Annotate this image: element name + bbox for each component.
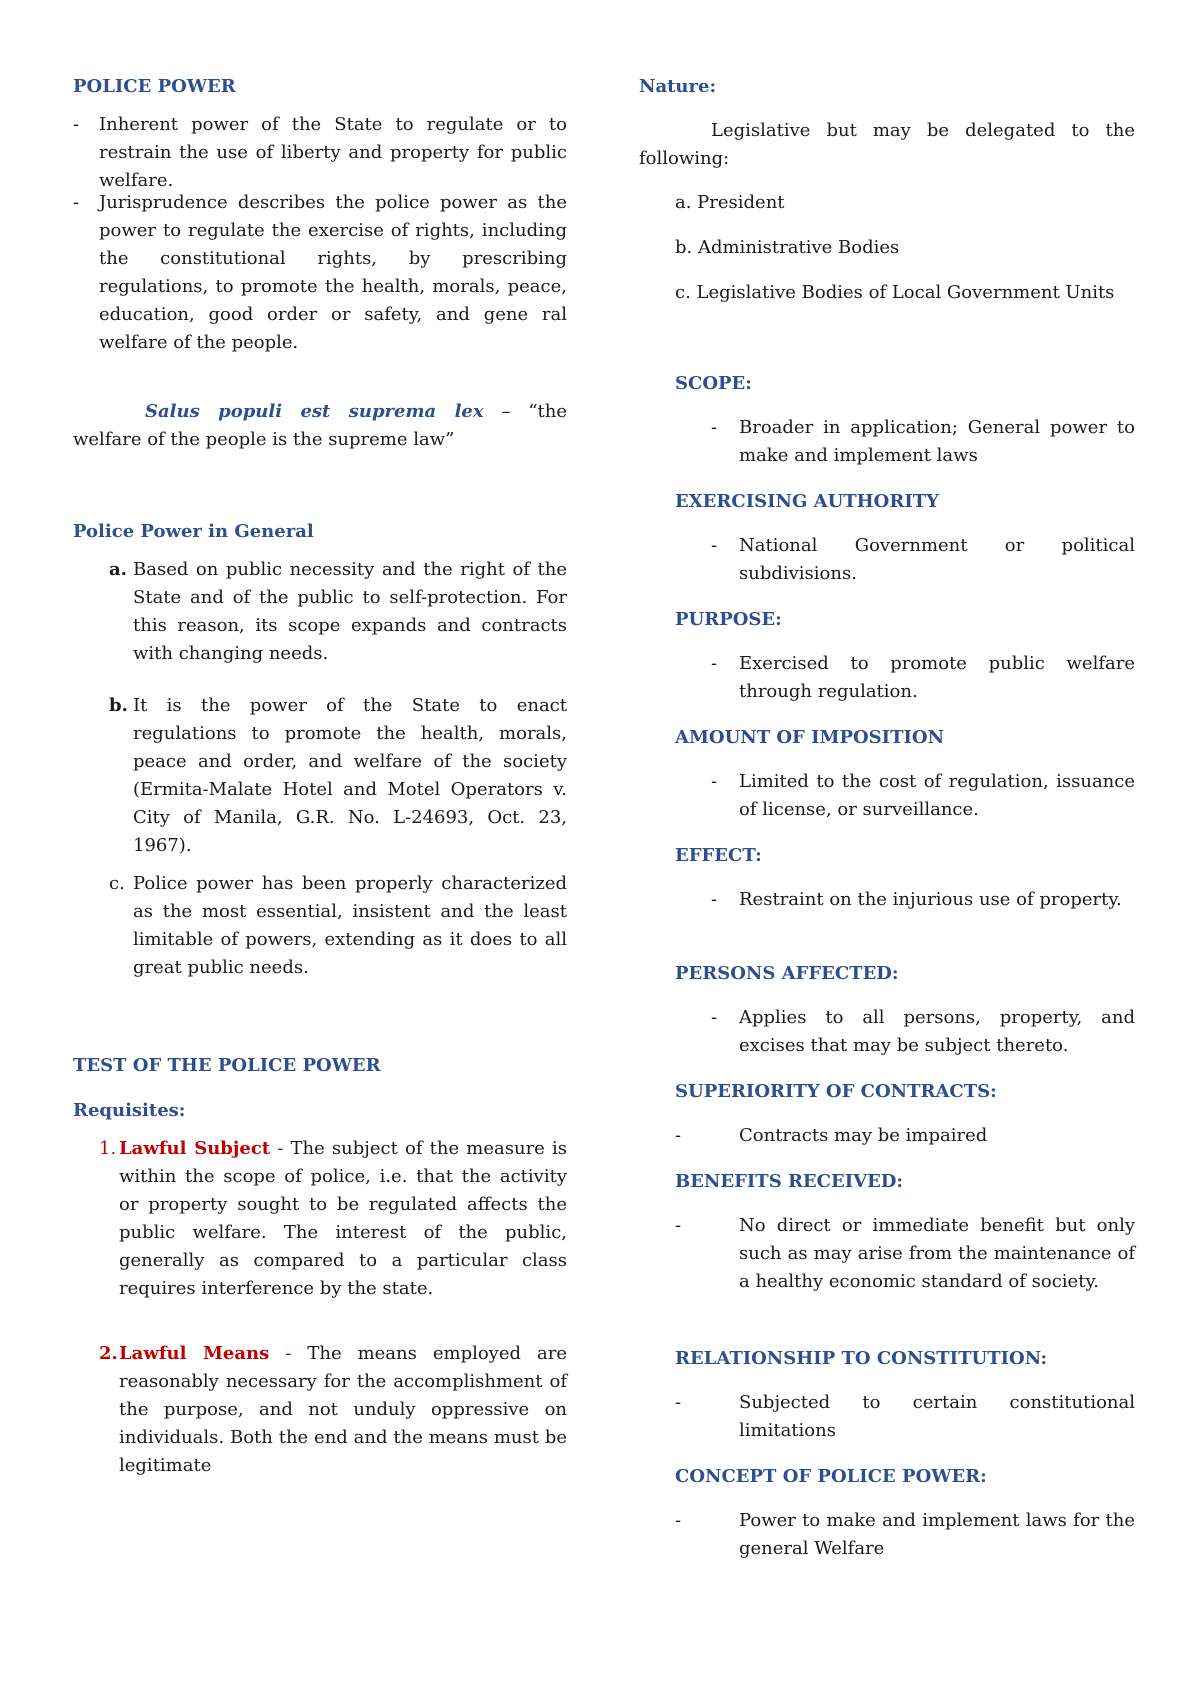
requisite-lawful-subject — [99, 1135, 567, 1303]
requisite-body: The subject of the measure is within the scope of police, i.e. that the activity or property sought to be regulated affects the public welfare. The interest of the public, generally as compared to a particular class requires interference by the state. — [119, 1138, 567, 1299]
item-text: Based on public necessity and the right of the State and of the public to self-protection. For this reason, its scope expands and contracts with changing needs. — [133, 559, 567, 664]
section-text: Restraint on the injurious use of property. — [739, 889, 1122, 910]
maxim-latin: Salus populi est suprema lex — [145, 401, 484, 422]
section-item — [711, 414, 1135, 470]
section-item — [711, 532, 1135, 588]
section-heading-benefits-received: BENEFITS RECEIVED: — [675, 1171, 904, 1192]
section-item — [675, 1507, 1135, 1563]
requisite-number: 2. — [99, 1343, 118, 1364]
delegate-item: a. President — [675, 192, 785, 213]
section-dash: - — [675, 1510, 682, 1531]
section-text: Applies to all persons, property, and excises that may be subject thereto. — [739, 1007, 1135, 1056]
section-dash: - — [711, 1007, 718, 1028]
section-dash: - — [711, 535, 718, 556]
section-dash: - — [675, 1392, 682, 1413]
bullet-dash: - — [73, 114, 80, 135]
bullet-text: Jurisprudence describes the police power as the power to regulate the exercise of rights, including the constitutional rights, by prescribing regulations, to promote the health, morals, peace, education, good order or safety, and gene ral welfare of the people. — [99, 192, 567, 353]
section-text: Limited to the cost of regulation, issuance of license, or surveillance. — [739, 771, 1135, 820]
section-text: Contracts may be impaired — [739, 1125, 988, 1146]
bullet-dash: - — [73, 192, 80, 213]
section-dash: - — [711, 889, 718, 910]
section-dash: - — [675, 1125, 682, 1146]
requisite-text — [119, 1340, 567, 1480]
section-item — [711, 768, 1135, 824]
section-item — [675, 1212, 1135, 1296]
test-heading: TEST OF THE POLICE POWER — [73, 1055, 381, 1076]
requisite-lawful-means — [99, 1340, 567, 1480]
bullet-text: Inherent power of the State to regulate or to restrain the use of liberty and property for public welfare. — [99, 114, 567, 191]
general-item-b — [109, 692, 567, 860]
police-power-heading: POLICE POWER — [73, 76, 236, 97]
requisite-title: Lawful Means — [119, 1343, 270, 1364]
section-dash: - — [711, 771, 718, 792]
section-item — [711, 1004, 1135, 1060]
section-text: Exercised to promote public welfare through regulation. — [739, 653, 1135, 702]
requisite-title: Lawful Subject — [119, 1138, 271, 1159]
section-heading-persons-affected: PERSONS AFFECTED: — [675, 963, 899, 984]
nature-text: Legislative but may be delegated to the following: — [639, 120, 1135, 169]
section-item — [675, 1389, 1135, 1445]
general-item-a — [109, 556, 567, 668]
section-heading-relationship-to-constitution: RELATIONSHIP TO CONSTITUTION: — [675, 1348, 1048, 1369]
requisite-number: 1. — [99, 1138, 117, 1159]
section-text: Power to make and implement laws for the general Welfare — [739, 1510, 1135, 1559]
requisite-sep: - — [269, 1343, 308, 1364]
item-text: It is the power of the State to enact regulations to promote the health, morals, peace and order, and welfare of the society (Ermita-Malate Hotel and Motel Operators v. City of Manila, G.R. No. L-24693, Oct. 23, 1967). — [133, 695, 567, 856]
general-heading: Police Power in General — [73, 521, 314, 542]
general-item-c — [109, 870, 567, 982]
section-heading-superiority-of-contracts: SUPERIORITY OF CONTRACTS: — [675, 1081, 997, 1102]
section-item — [711, 650, 1135, 706]
requisite-sep: - — [270, 1138, 291, 1159]
item-label: b. — [109, 695, 128, 716]
requisite-body: The means employed are reasonably necessary for the accomplishment of the purpose, and not unduly oppressive on individuals. Both the end and the means must be legitimate — [119, 1343, 567, 1476]
section-dash: - — [711, 417, 718, 438]
item-label: c. — [109, 873, 125, 894]
bullet-item — [73, 189, 567, 357]
bullet-item — [73, 111, 567, 195]
section-heading-exercising-authority: EXERCISING AUTHORITY — [675, 491, 939, 512]
maxim-translation: – “the welfare of the people is the supreme law” — [73, 401, 568, 450]
delegate-item: b. Administrative Bodies — [675, 237, 900, 258]
section-heading-amount-of-imposition: AMOUNT OF IMPOSITION — [675, 727, 945, 748]
section-heading-effect: EFFECT: — [675, 845, 762, 866]
maxim — [73, 398, 567, 454]
item-text: Police power has been properly characterized as the most essential, insistent and the least limitable of powers, extending as it does to all great public needs. — [133, 873, 567, 978]
nature-heading: Nature: — [639, 76, 717, 97]
requisite-text — [119, 1135, 567, 1303]
section-text: National Government or political subdivisions. — [739, 535, 1135, 584]
section-item — [675, 1122, 1135, 1150]
requisites-heading: Requisites: — [73, 1100, 186, 1121]
item-label: a. — [109, 559, 127, 580]
section-text: No direct or immediate benefit but only such as may arise from the maintenance of a healthy economic standard of society. — [739, 1215, 1135, 1292]
section-item — [711, 886, 1135, 914]
section-heading-scope: SCOPE: — [675, 373, 752, 394]
section-text: Broader in application; General power to make and implement laws — [739, 417, 1135, 466]
section-dash: - — [675, 1215, 682, 1236]
section-dash: - — [711, 653, 718, 674]
section-heading-concept-of-police-power: CONCEPT OF POLICE POWER: — [675, 1466, 987, 1487]
section-text: Subjected to certain constitutional limitations — [739, 1392, 1135, 1441]
delegate-item: c. Legislative Bodies of Local Government Units — [675, 282, 1115, 303]
section-heading-purpose: PURPOSE: — [675, 609, 782, 630]
